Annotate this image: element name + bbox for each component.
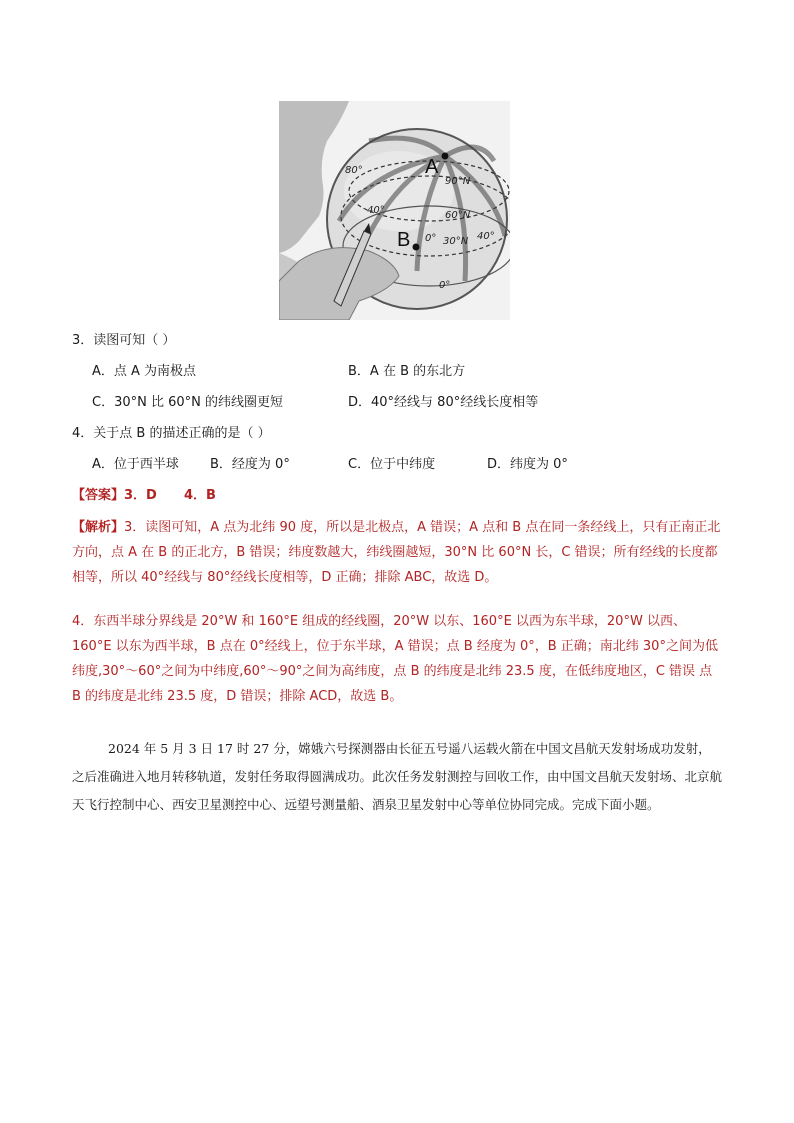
q3-option-a: A．点 A 为南极点 — [92, 364, 197, 379]
q4-option-a: A．位于西半球 — [92, 457, 179, 472]
q3-option-c: C．30°N 比 60°N 的纬线圈更短 — [92, 395, 284, 410]
label-point-b: B — [397, 229, 411, 251]
label-40-right: 40° — [477, 231, 495, 242]
label-0-lng: 0° — [425, 233, 437, 244]
globe-figure — [279, 101, 510, 320]
label-40-left: 40° — [367, 205, 385, 216]
label-30n: 30°N — [443, 236, 469, 247]
analysis-q3-text: 3．读图可知，A 点为北纬 90 度，所以是北极点，A 错误；A 点和 B 点在同一条经线上，只有正南正北方向，点 A 在 B 的正北方，B 错误；纬度数越大，纬线圈越短，30°N 比 60°N 长，C 错误；所有经线的长度都相等，所以 40°经线与 80°经线长度相等，D 正确；排除 ABC，故选 D。 — [72, 520, 721, 585]
label-80: 80° — [345, 165, 363, 176]
q4-option-b: B．经度为 0° — [210, 457, 290, 472]
answer-label: 【答案】 — [72, 488, 125, 503]
q4-stem: 4．关于点 B 的描述正确的是（ ） — [72, 426, 271, 441]
q3-option-d: D．40°经线与 80°经线长度相等 — [348, 395, 539, 410]
label-60n: 60°N — [445, 210, 471, 221]
label-0-bottom: 0° — [439, 280, 451, 291]
analysis-q4: 4．东西半球分界线是 20°W 和 160°E 组成的经线圈，20°W 以东、160°E 以西为东半球，20°W 以西、160°E 以东为西半球，B 点在 0°经线上，位于东半球，A 错误；点 B 经度为 0°，B 正确；南北纬 30°之间为低纬度,30°～60°之间为中纬度,60°～90°之间为高纬度，点 B 的纬度是北纬 23.5 度，在低纬度地区，C 错误 点 B 的纬度是北纬 23.5 度，D 错误；排除 ACD，故选 B。 — [72, 614, 718, 704]
q3-stem: 3．读图可知（ ） — [72, 333, 176, 348]
analysis-label: 【解析】 — [72, 520, 125, 535]
analysis-q3 — [72, 515, 722, 590]
answer-line — [72, 487, 216, 505]
q3-option-b: B．A 在 B 的东北方 — [348, 364, 466, 379]
passage-text: 2024 年 5 月 3 日 17 时 27 分，嫦娥六号探测器由长征五号遥八运载火箭在中国文昌航天发射场成功发射，之后准确进入地月转移轨道，发射任务取得圆满成功。此次任务发射测控与回收工作，由中国文昌航天发射场、北京航天飞行控制中心、西安卫星测控中心、远望号测量船、酒泉卫星发射中心等单位协同完成。完成下面小题。 — [72, 741, 723, 812]
label-point-a: A — [425, 156, 439, 178]
label-90n: 90°N — [445, 176, 471, 187]
q4-option-c: C．位于中纬度 — [348, 457, 436, 472]
q4-option-d: D．纬度为 0° — [487, 457, 568, 472]
answer-text: 3．D 4．B — [124, 488, 216, 503]
